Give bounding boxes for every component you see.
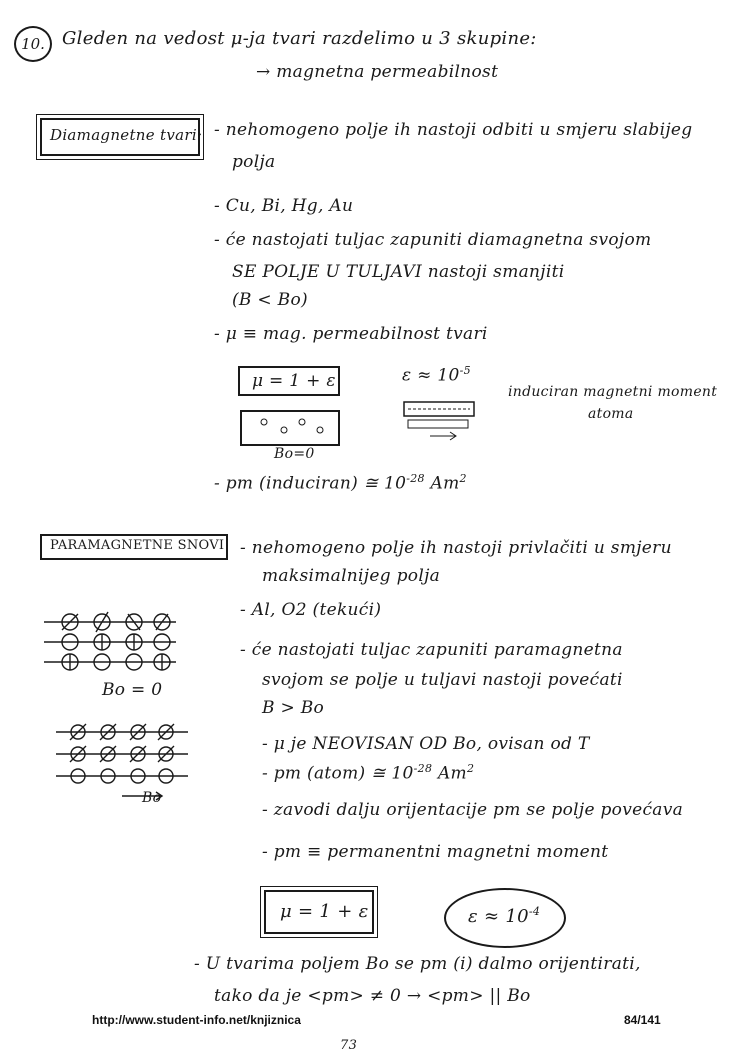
para-formula: μ = 1 + ε xyxy=(280,901,369,922)
bottom-line-2: tako da je <pm> ≠ 0 → <pm> || Bo xyxy=(214,986,531,1006)
dia-formula-box xyxy=(238,366,340,396)
footer-page: 84/141 xyxy=(624,1013,661,1027)
dia-bo-label: Bo=0 xyxy=(274,446,315,462)
paramagnetic-title: PARAMAGNETNE SNOVI xyxy=(50,538,225,553)
dia-line-3: - Cu, Bi, Hg, Au xyxy=(214,196,354,216)
para-line-10: - pm ≡ permanentni magnetni moment xyxy=(262,842,609,862)
para-line-7: - μ je NEOVISAN OD Bo, ovisan od T xyxy=(262,734,590,754)
dia-line-7: - μ ≡ mag. permeabilnost tvari xyxy=(214,324,488,344)
dia-line-5: SE POLJE U TULJAVI nastoji smanjiti xyxy=(232,262,565,282)
dia-line-2: polja xyxy=(232,152,276,172)
dia-pm: - pm (induciran) ≅ $10^{-28}$ Am$^2$ xyxy=(214,472,467,494)
dia-line-4: - će nastojati tuljac zapuniti diamagnetna svojom xyxy=(214,230,652,250)
dia-formula: μ = 1 + ε xyxy=(252,371,336,391)
para-line-6: B > Bo xyxy=(262,698,325,718)
para-aligned-dipoles-sketch xyxy=(52,716,192,808)
para-epsilon: $\varepsilon \approx 10^{-4}$ xyxy=(468,905,541,927)
para-line-5: svojom se polje u tuljavi nastoji povećati xyxy=(262,670,623,690)
diamagnetic-title-box xyxy=(40,118,203,156)
dia-atom: atoma xyxy=(588,406,634,422)
dia-coil-dots xyxy=(240,410,336,442)
diamagnetic-title: Diamagnetne tvari: xyxy=(50,126,203,144)
para-bo-label: Bo = 0 xyxy=(102,680,163,700)
page-mark: 73 xyxy=(340,1038,358,1053)
dia-induced-moment: induciran magnetni moment xyxy=(508,384,718,400)
para-line-2: maksimalnijeg polja xyxy=(262,566,441,586)
para-line-4: - će nastojati tuljac zapuniti paramagnetna xyxy=(240,640,623,660)
section-number: 10. xyxy=(14,26,52,62)
dia-line-1: - nehomogeno polje ih nastoji odbiti u smjeru slabijeg xyxy=(214,120,693,140)
para-formula-box xyxy=(264,890,374,934)
para-line-1: - nehomogeno polje ih nastoji privlačiti u smjeru xyxy=(240,538,672,558)
para-line-9: - zavodi dalju orijentacije pm se polje povećava xyxy=(262,800,684,820)
bottom-line-1: - U tvarima poljem Bo se pm (i) dalmo orijentirati, xyxy=(194,954,641,974)
para-bo-arrow-label: Bo xyxy=(142,790,162,806)
para-random-dipoles-sketch xyxy=(40,604,180,676)
dia-epsilon: $\varepsilon \approx 10^{-5}$ xyxy=(402,364,471,386)
para-pm: - pm (atom) ≅ $10^{-28}$ Am$^2$ xyxy=(262,762,475,784)
dia-dipole-sketch xyxy=(400,396,500,444)
dia-line-6: (B < Bo) xyxy=(232,290,308,310)
header-sub: → magnetna permeabilnost xyxy=(256,62,499,82)
para-line-3: - Al, O2 (tekući) xyxy=(240,600,382,620)
paramagnetic-title-box xyxy=(40,534,228,560)
footer-url[interactable]: http://www.student-info.net/knjiznica xyxy=(92,1013,301,1027)
para-epsilon-ellipse xyxy=(444,888,566,948)
header-line: Gleden na vedost μ-ja tvari razdelimo u 3 skupine: xyxy=(62,28,537,49)
